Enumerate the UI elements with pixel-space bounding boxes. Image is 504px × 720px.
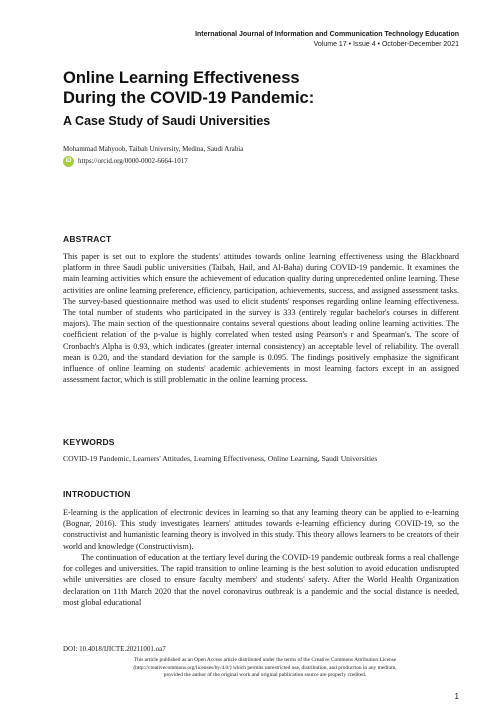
orcid-icon[interactable]: iD bbox=[63, 156, 74, 167]
intro-paragraph-1: E-learning is the application of electronic devices in learning so that any learning theory can be applied to e-learning (Bognar, 2016). This study investigates learners' attitudes towards e-learning efficiency during COVID-19, so the constructivist and humanistic learning theory is involved in this study. This theory allows learners to be creators of their world and knowledge (Constructivism). bbox=[63, 508, 459, 551]
title-line-2: During the COVID-19 Pandemic: bbox=[63, 89, 315, 107]
title-block bbox=[63, 68, 463, 129]
orcid-link[interactable]: https://orcid.org/0000-0002-6664-1017 bbox=[78, 157, 188, 165]
paper-subtitle: A Case Study of Saudi Universities bbox=[63, 114, 271, 128]
license-line-2[interactable]: (http://creativecommons.org/licenses/by/4.0/) which permits unrestricted use, distribution, and production in any medium, bbox=[133, 664, 397, 671]
journal-issue: Volume 17 • Issue 4 • October-December 2021 bbox=[313, 41, 459, 48]
license-line-3: provided the author of the original work and original publication source are properly credited. bbox=[163, 672, 367, 679]
abstract-text: This paper is set out to explore the students' attitudes towards online learning effectiveness using the Blackboard platform in three Saudi public universities (Taibah, Hail, and Al-Baha) during COVID-19 pandemic. It examines the main learning activities which ensure the achievement of education quality during unprecedented online learning. These activities are online learning preference, efficiency, participation, achievements, success, and assigned assessment tasks. The survey-based questionnaire method was used to elicit students' responses regarding online learning effectiveness. The total number of students who participated in the survey is 333 (entirely regular bachelor's courses in different majors). The main section of the questionnaire contains several questions about leading online learning activities. The coefficient relation of the p-value is highly correlated when tested using Pearson's r and Spearman's. The score of Cronbach's Alpha is 0.93, which indicates (greater internal consistency) an acceptable level of reliability. The overall mean is 0.20, and the standard deviation for the sample is 0.095. The findings positively emphasize the significant influence of online learning on students' academic achievements in most learning factors except in an assigned assessment factor, which is still problematic in the online learning process. bbox=[63, 252, 459, 385]
introduction-heading: INTRODUCTION bbox=[63, 489, 131, 499]
doi[interactable]: DOI: 10.4018/IJICTE.20211001.oa7 bbox=[63, 645, 166, 653]
intro-paragraph-2: The continuation of education at the tertiary level during the COVID-19 pandemic outbreak forms a real challenge for colleges and universities. The rapid transition to online learning is the best solution to avoid education undisrupted while universities are closed to ensure faculty members' and students' safety. After the World Health Organization declaration on 11th March 2020 that the novel coronavirus outbreak is a pandemic and the social distance is needed, most global educational bbox=[63, 553, 459, 607]
orcid-line bbox=[63, 156, 188, 167]
page-number: 1 bbox=[454, 692, 459, 701]
license-notice bbox=[80, 657, 450, 680]
license-line-1: This article published as an Open Access article distributed under the terms of the Creative Commons Attribution License bbox=[133, 657, 397, 663]
abstract-heading: ABSTRACT bbox=[63, 234, 112, 244]
paper-title bbox=[63, 68, 463, 108]
author-affiliation: Mohammad Mahyoob, Taibah University, Medina, Saudi Arabia bbox=[63, 145, 244, 153]
title-line-1: Online Learning Effectiveness bbox=[63, 69, 300, 87]
keywords-text: COVID-19 Pandemic, Learners' Attitudes, Learning Effectiveness, Online Learning, Saudi Universities bbox=[63, 454, 378, 463]
journal-header bbox=[195, 30, 459, 50]
journal-name: International Journal of Information and Communication Technology Education bbox=[195, 31, 459, 38]
keywords-heading: KEYWORDS bbox=[63, 437, 115, 447]
